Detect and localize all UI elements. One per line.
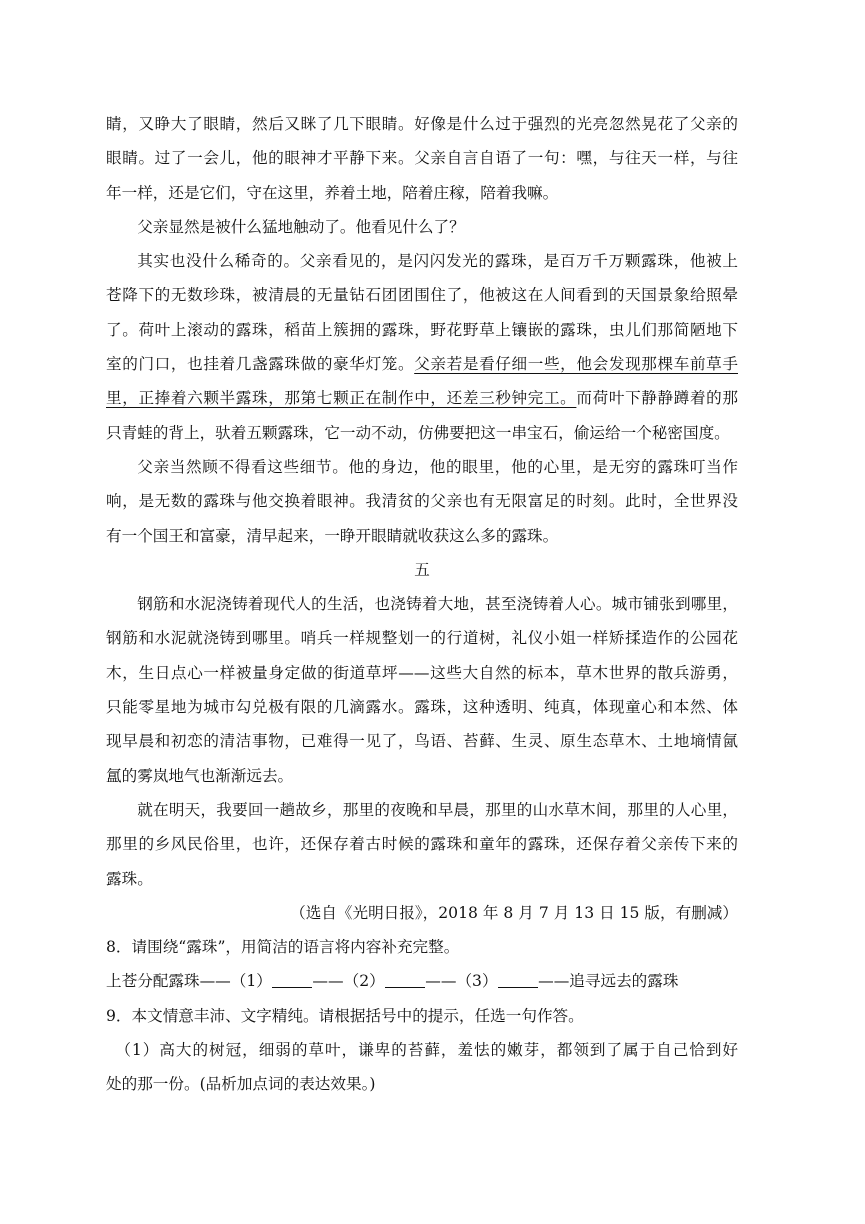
text-line: 露珠。	[106, 869, 153, 888]
question-8-chain	[106, 964, 738, 998]
text-line: 钢筋和水泥浇铸着现代人的生活，也浇铸着大地，甚至浇铸着人心。城市铺张到哪里，	[137, 595, 738, 614]
source-note: （选自《光明日报》，2018 年 8 月 7 月 13 日 15 版，有删减）	[290, 903, 738, 922]
question-8-prompt: 8．请围绕“露珠”，用简洁的语言将内容补充完整。	[106, 938, 460, 957]
text-line: 只能零星地为城市勾兑极有限的几滴露水。露珠，这种透明、纯真，体现童心和本然、体	[106, 698, 738, 717]
plain-text: 室的门口，也挂着几盏露珠做的豪华灯笼。	[106, 355, 415, 374]
text-line: 了。荷叶上滚动的露珠，稻苗上簇拥的露珠，野花野草上镶嵌的露珠，虫儿们那简陋地下	[106, 320, 738, 339]
question-9-prompt: 9．本文情意丰沛、文字精纯。请根据括号中的提示，任选一句作答。	[106, 1006, 584, 1025]
text-line: 处的那一份。(品析加点词的表达效果。)	[106, 1075, 376, 1094]
text-line: 现早晨和初恋的清洁事物，已难得一见了，鸟语、苔藓、生灵、原生态草木、土地墒情氤	[106, 732, 738, 751]
text-line: 苍降下的无数珍珠，被清晨的无量钻石团团围住了，他被这在人间看到的天国景象给照晕	[106, 286, 738, 305]
text-line: 父亲显然是被什么猛地触动了。他看见什么了？	[137, 217, 465, 236]
underlined-sentence: 里，正捧着六颗半露珠，那第七颗正在制作中，还差三秒钟完工。	[106, 389, 577, 408]
text-line: 有一个国王和富豪，清早起来，一睁开眼睛就收获这么多的露珠。	[106, 526, 559, 545]
text-line: 氲的雾岚地气也渐渐远去。	[106, 766, 294, 785]
text-line: 父亲当然顾不得看这些细节。他的身边，他的眼里，他的心里，是无穷的露珠叮当作	[137, 457, 738, 476]
plain-text: 而荷叶下静静蹲着的那	[576, 389, 738, 408]
answer-blank-2[interactable]	[385, 972, 426, 989]
text-line: 就在明天，我要回一趟故乡，那里的夜晚和早晨，那里的山水草木间，那里的人心里，	[137, 800, 738, 819]
text-line: 只青蛙的背上，驮着五颗露珠，它一动不动，仿佛要把这一串宝石，偷运给一个秘密国度。	[106, 423, 730, 442]
chain-text: ——追寻远去的露珠	[538, 972, 679, 991]
chain-text: 上苍分配露珠——（1）	[106, 972, 272, 991]
answer-blank-1[interactable]	[272, 972, 313, 989]
text-line: 木，生日点心一样被量身定做的街道草坪——这些大自然的标本，草木世界的散兵游勇，	[106, 663, 738, 682]
answer-blank-3[interactable]	[498, 972, 539, 989]
text-line: 睛，又睁大了眼睛，然后又眯了几下眼睛。好像是什么过于强烈的光亮忽然晃花了父亲的	[106, 115, 738, 133]
underlined-sentence: 父亲若是看仔细一些，他会发现那棵车前草手	[414, 355, 738, 374]
text-line: 钢筋和水泥就浇铸到哪里。哨兵一样规整划一的行道树，礼仪小姐一样矫揉造作的公园花	[106, 629, 738, 648]
text-line: 响，是无数的露珠与他交换着眼神。我清贫的父亲也有无限富足的时刻。此时，全世界没	[106, 492, 738, 511]
section-heading: 五	[414, 560, 430, 579]
text-line: 其实也没什么稀奇的。父亲看见的，是闪闪发光的露珠，是百万千万颗露珠，他被上	[137, 252, 738, 271]
text-line: 那里的乡风民俗里，也许，还保存着古时候的露珠和童年的露珠，还保存着父亲传下来的	[106, 835, 738, 854]
document-body	[106, 107, 738, 1102]
text-line	[106, 381, 738, 415]
text-line	[106, 347, 738, 381]
text-line: 眼睛。过了一会儿，他的眼神才平静下来。父亲自言自语了一句：嘿，与往天一样，与往	[106, 149, 738, 168]
text-line: 年一样，还是它们，守在这里，养着土地，陪着庄稼，陪着我嘛。	[106, 183, 559, 202]
text-line: （1）高大的树冠，细弱的草叶，谦卑的苔藓，羞怯的嫩芽，都领到了属于自己恰到好	[115, 1041, 738, 1060]
chain-text: ——（3）	[425, 972, 498, 991]
chain-text: ——（2）	[312, 972, 385, 991]
